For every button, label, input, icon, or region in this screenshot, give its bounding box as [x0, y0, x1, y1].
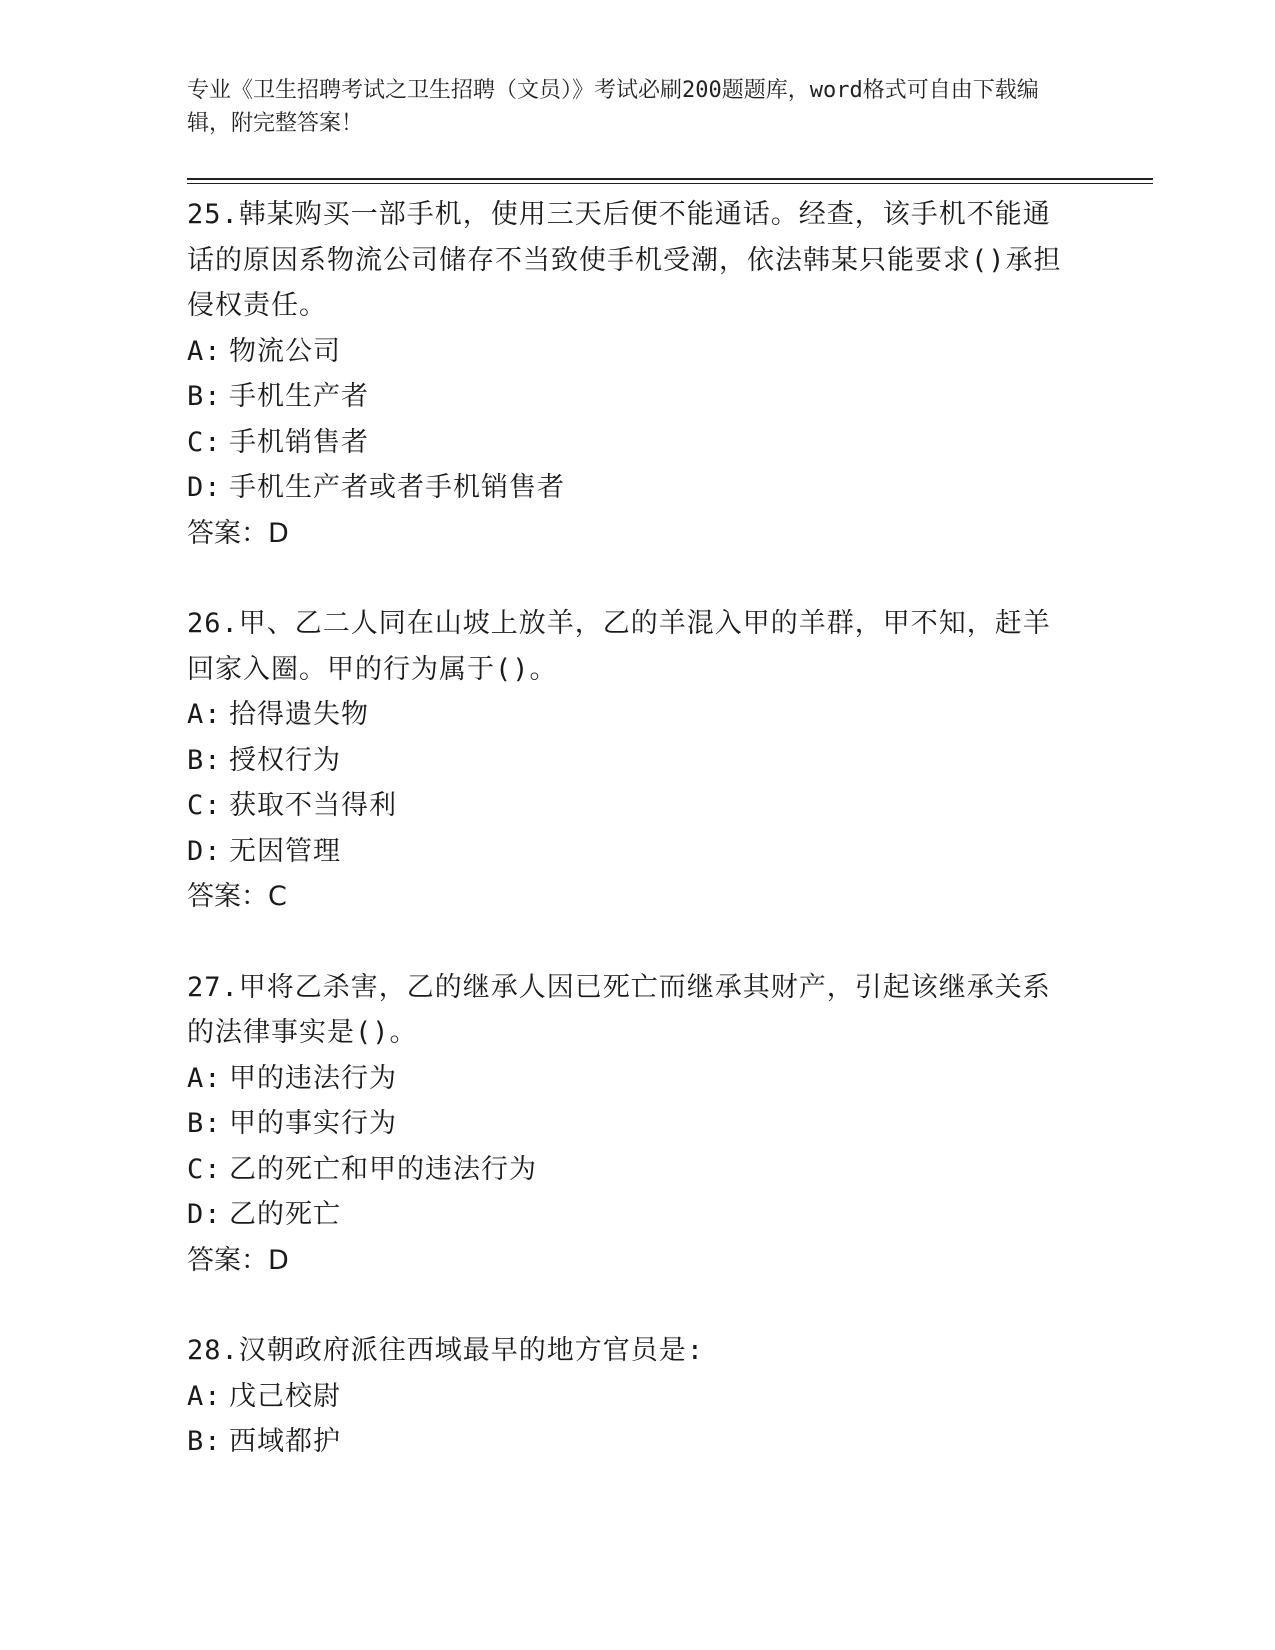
question-28	[187, 1328, 1077, 1465]
header-divider	[187, 178, 1153, 180]
question-27	[187, 965, 1077, 1284]
option-key: B:	[187, 1426, 222, 1457]
question-list	[187, 192, 1077, 1510]
option-key: A:	[187, 335, 222, 367]
option-key: D:	[187, 835, 222, 867]
option-b	[187, 738, 1077, 784]
answer: 答案：D	[187, 517, 289, 549]
option-text: 甲的违法行为	[229, 1062, 397, 1094]
answer: 答案：C	[187, 881, 287, 912]
question-25	[187, 192, 1077, 556]
option-text: 无因管理	[229, 835, 341, 867]
option-c	[187, 1147, 1077, 1193]
option-text: 拾得遗失物	[229, 699, 369, 730]
question-stem	[187, 1328, 1077, 1374]
option-d	[187, 465, 1077, 511]
option-d	[187, 829, 1077, 875]
document-header: 专业《卫生招聘考试之卫生招聘（文员）》考试必刷200题题库，word格式可自由下载编辑，附完整答案！	[187, 78, 1039, 136]
option-key: B:	[187, 1108, 222, 1139]
question-text: 韩某购买一部手机，使用三天后便不能通话。经查，该手机不能通话的原因系物流公司储存不当致使手机受潮，依法韩某只能要求()承担侵权责任。	[187, 199, 1062, 321]
option-b	[187, 1419, 1077, 1465]
answer: 答案：D	[187, 1244, 289, 1276]
option-text: 手机销售者	[229, 426, 369, 458]
question-stem	[187, 965, 1077, 1056]
option-key: D:	[187, 1199, 222, 1230]
question-number: 27.	[187, 971, 239, 1003]
question-stem	[187, 192, 1077, 329]
question-stem	[187, 601, 1077, 692]
option-text: 戊己校尉	[229, 1380, 341, 1412]
option-a	[187, 1056, 1077, 1102]
option-key: A:	[187, 1380, 222, 1412]
option-a	[187, 692, 1077, 738]
question-26	[187, 601, 1077, 920]
option-text: 手机生产者或者手机销售者	[229, 472, 565, 503]
option-text: 物流公司	[229, 335, 341, 367]
question-number: 28.	[187, 1335, 239, 1366]
option-c	[187, 420, 1077, 466]
option-key: C:	[187, 790, 222, 821]
option-text: 手机生产者	[229, 381, 369, 412]
option-text: 乙的死亡和甲的违法行为	[229, 1153, 537, 1185]
option-text: 乙的死亡	[229, 1199, 341, 1230]
question-text: 汉朝政府派往西域最早的地方官员是:	[238, 1335, 705, 1366]
option-c	[187, 783, 1077, 829]
option-d	[187, 1192, 1077, 1238]
header-divider-thin	[187, 183, 1153, 184]
option-key: C:	[187, 1153, 222, 1185]
option-key: A:	[187, 699, 222, 730]
option-key: B:	[187, 744, 222, 776]
option-text: 获取不当得利	[229, 790, 397, 821]
option-b	[187, 374, 1077, 420]
option-text: 授权行为	[229, 744, 341, 776]
option-text: 甲的事实行为	[229, 1108, 397, 1139]
option-a	[187, 1374, 1077, 1420]
question-number: 26.	[187, 608, 239, 639]
option-key: A:	[187, 1062, 222, 1094]
question-number: 25.	[187, 199, 239, 230]
option-key: D:	[187, 472, 222, 503]
option-key: B:	[187, 381, 222, 412]
option-key: C:	[187, 426, 222, 458]
option-b	[187, 1101, 1077, 1147]
option-text: 西域都护	[229, 1426, 341, 1457]
option-a	[187, 329, 1077, 375]
question-text: 甲、乙二人同在山坡上放羊，乙的羊混入甲的羊群，甲不知，赶羊回家入圈。甲的行为属于()。	[187, 608, 1051, 685]
question-text: 甲将乙杀害，乙的继承人因已死亡而继承其财产，引起该继承关系的法律事实是()。	[187, 971, 1051, 1048]
